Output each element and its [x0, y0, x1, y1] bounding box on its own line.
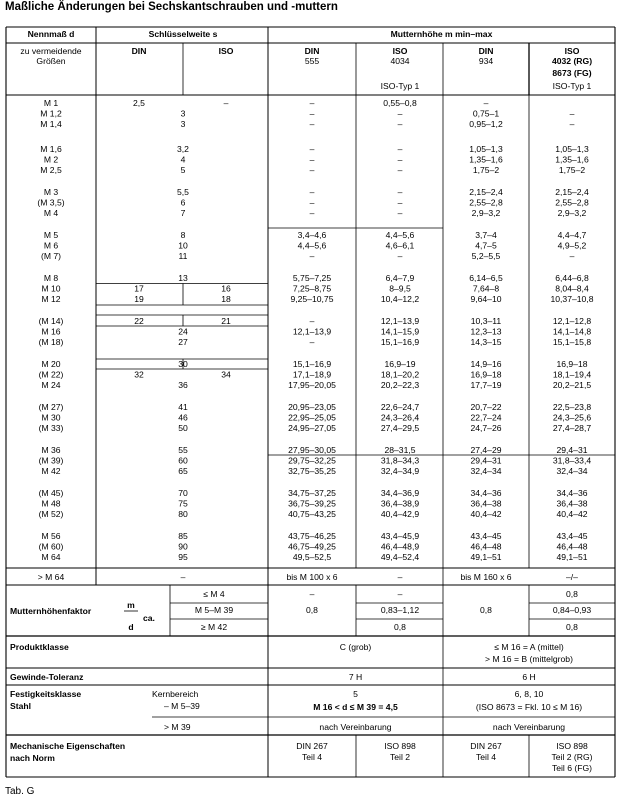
- table-row-s: 36: [178, 380, 188, 391]
- table-row-s-din: 32: [134, 369, 144, 380]
- festigkeit-label: Stahl: [10, 701, 32, 711]
- table-row-iso4032: 32,4–34: [556, 466, 588, 477]
- table-row-d: (M 33): [38, 423, 64, 434]
- table-row-d: M 30: [41, 412, 61, 423]
- festigkeit-label: Festigkeitsklasse: [10, 689, 82, 699]
- table-row-d: M 42: [41, 466, 61, 477]
- table-row-d: (M 45): [38, 488, 64, 498]
- table-row-din555: 29,75–32,25: [288, 455, 336, 466]
- table-row-iso4034: –: [397, 187, 403, 197]
- table-row-din555: 3,4–4,6: [297, 230, 327, 240]
- table-row-iso4032: 15,1–15,8: [552, 337, 592, 348]
- table-row-iso4032: 40,4–42: [556, 509, 588, 520]
- table-row-iso4034: –: [397, 197, 403, 208]
- table-row-s: 5: [180, 165, 186, 176]
- table-row-d: M 1,6: [40, 144, 62, 154]
- table-row-iso4032: 4,9–5,2: [557, 240, 587, 251]
- festigkeit-iso: (ISO 8673 = Fkl. 10 ≤ M 16): [475, 702, 583, 712]
- table-row-iso4034: 0,55–0,8: [383, 98, 417, 108]
- table-row-din555: 49,5–52,5: [292, 552, 332, 563]
- faktor-m: m: [127, 600, 135, 610]
- table-row-s-iso: 34: [221, 369, 231, 380]
- faktor-iso4032: 0,84–0,93: [552, 605, 592, 615]
- festigkeit-kern: – M 5–39: [164, 701, 200, 711]
- mech-iso4032: ISO 898: [556, 741, 588, 751]
- gewinde-iso: 6 H: [522, 672, 536, 682]
- table-row-iso4034: 28–31,5: [384, 445, 416, 455]
- table-row-din934: 14,9–16: [470, 359, 502, 369]
- table-row-din555: –: [309, 108, 315, 119]
- table-row-iso4034: –: [397, 154, 403, 165]
- table-row-iso4032: 1,35–1,6: [555, 154, 589, 165]
- table-row-din934: 0,95–1,2: [469, 119, 503, 130]
- table-row-din555: 12,1–13,9: [292, 326, 332, 337]
- header-iso-4032: ISO-Typ 1: [552, 81, 592, 91]
- table-row-din934: 40,4–42: [470, 509, 502, 520]
- table-row-iso4032: 10,37–10,8: [550, 294, 594, 305]
- table-row-d: (M 60): [38, 541, 64, 552]
- table-row-din934: 12,3–13: [470, 326, 502, 337]
- table-row-iso4034: –: [397, 208, 403, 219]
- gewinde-din: 7 H: [348, 672, 363, 682]
- table-row-d: M 4: [43, 208, 59, 219]
- table-row-d: M 12: [41, 294, 61, 305]
- table-row-din934: 1,05–1,3: [469, 144, 503, 154]
- table-row-din934: 34,4–36: [470, 488, 502, 498]
- table-row-d: (M 14): [38, 316, 64, 326]
- table-row-iso4034: 20,2–22,3: [380, 380, 420, 391]
- table-row-din555: 32,75–35,25: [288, 466, 336, 477]
- table-row-s: 11: [178, 251, 188, 262]
- table-row-din555: 36,75–39,25: [288, 498, 336, 509]
- table-row-d: M 16: [41, 326, 61, 337]
- table-row-din555: –: [309, 208, 315, 219]
- table-row-iso4034: 49,4–52,4: [380, 552, 420, 563]
- table-row-iso4032: 8,04–8,4: [555, 283, 589, 294]
- faktor-iso4034: 0,83–1,12: [380, 605, 420, 615]
- table-row-s: 50: [178, 423, 188, 434]
- table-row-din555: –: [309, 154, 315, 165]
- table-row-s: 13: [178, 273, 188, 283]
- mech-iso4032: Teil 2 (RG): [551, 752, 593, 762]
- mech-din555: DIN 267: [296, 741, 328, 751]
- mech-din934: DIN 267: [470, 741, 502, 751]
- table-row-din934: 10,3–11: [470, 316, 502, 326]
- table-row-d: (M 52): [38, 509, 64, 520]
- header-iso-4034: ISO-Typ 1: [380, 81, 420, 91]
- table-row-din555: 46,75–49,25: [288, 541, 336, 552]
- table-row-d: M 56: [41, 531, 61, 541]
- table-row-din934: 22,7–24: [470, 412, 502, 423]
- table-row-iso4032: 46,4–48: [556, 541, 588, 552]
- table-row-iso4034: –: [397, 108, 403, 119]
- mech-iso4034: ISO 898: [384, 741, 416, 751]
- table-row-din934: 27,4–29: [470, 445, 502, 455]
- header-mutternhoehe: Mutternhöhe m min–max: [390, 29, 493, 39]
- table-row-d: M 2: [43, 154, 59, 165]
- festigkeit-din: M 16 < d ≤ M 39 = 4,5: [313, 702, 398, 712]
- table-row-iso4034: 10,4–12,2: [380, 294, 420, 305]
- festigkeit-iso: 6, 8, 10: [514, 689, 544, 699]
- table-row-iso4032: 16,9–18: [556, 359, 588, 369]
- table-row-s-din: 2,5: [133, 98, 145, 108]
- mech-iso4034: Teil 2: [389, 752, 411, 762]
- table-row-din934: 1,75–2: [472, 165, 500, 176]
- table-row-iso4034: 40,4–42,9: [380, 509, 420, 520]
- table-row-iso4034: 14,1–15,9: [380, 326, 420, 337]
- table-row-d: (M 39): [38, 455, 64, 466]
- table-row-d: (M 3,5): [37, 197, 65, 208]
- table-row-d: (M 22): [38, 369, 64, 380]
- table-row-s: 24: [178, 326, 188, 337]
- table-row-s: 90: [178, 541, 188, 552]
- mech-din934: Teil 4: [475, 752, 497, 762]
- table-row-din555: 27,95–30,05: [288, 445, 336, 455]
- table-row-din934: –: [483, 98, 489, 108]
- table-row-din555: –: [309, 251, 315, 262]
- produkt-iso: ≤ M 16 = A (mittel): [494, 642, 564, 652]
- mech-label: Mechanische Eigenschaften: [10, 741, 126, 751]
- row-gt-m64: –/–: [566, 572, 578, 582]
- table-row-s: 10: [178, 240, 188, 251]
- table-row-din555: 40,75–43,25: [288, 509, 336, 520]
- table-row-s: 41: [178, 402, 188, 412]
- header-iso-4032: ISO: [564, 46, 580, 56]
- table-row-din555: 34,75–37,25: [288, 488, 336, 498]
- table-row-din934: 16,9–18: [470, 369, 502, 380]
- table-row-s: 30: [178, 359, 188, 369]
- table-row-din555: –: [309, 316, 315, 326]
- festigkeit-gt39: > M 39: [164, 722, 191, 732]
- festigkeit-din: 5: [353, 689, 358, 699]
- table-row-s-din: 17: [134, 283, 144, 294]
- table-row-din934: 5,2–5,5: [471, 251, 501, 262]
- table-row-din934: 46,4–48: [470, 541, 502, 552]
- table-row-s: 7: [180, 208, 186, 219]
- table-row-s: 70: [178, 488, 188, 498]
- table-row-iso4032: –: [569, 119, 575, 130]
- faktor-range: ≥ M 42: [200, 622, 228, 632]
- table-row-d: (M 18): [38, 337, 64, 348]
- faktor-din934: 0,8: [480, 605, 492, 615]
- table-row-din934: 24,7–26: [470, 423, 502, 434]
- table-row-d: M 64: [41, 552, 61, 563]
- header-din-555: DIN: [304, 46, 320, 56]
- table-row-iso4034: 6,4–7,9: [385, 273, 415, 283]
- festigkeit-nach: nach Vereinbarung: [319, 722, 392, 732]
- table-row-iso4032: 20,2–21,5: [552, 380, 592, 391]
- header-zu-vermeidende: zu vermeidende: [20, 46, 82, 56]
- festigkeit-nach: nach Vereinbarung: [492, 722, 566, 732]
- faktor-label: Mutternhöhenfaktor: [10, 606, 92, 616]
- table-row-d: M 1,2: [40, 108, 62, 119]
- table-row-din555: –: [309, 98, 315, 108]
- table-row-d: M 5: [43, 230, 59, 240]
- table-row-iso4032: 18,1–19,4: [552, 369, 592, 380]
- mech-iso4032: Teil 6 (FG): [551, 763, 593, 773]
- table-row-din555: –: [309, 187, 315, 197]
- table-row-din555: 9,25–10,75: [290, 294, 334, 305]
- header-din-934: DIN: [478, 46, 494, 56]
- row-gt-m64: –: [180, 572, 186, 582]
- faktor-iso4032: 0,8: [566, 589, 578, 599]
- faktor-d: d: [128, 622, 134, 632]
- table-row-din934: 36,4–38: [470, 498, 502, 509]
- table-row-d: M 8: [43, 273, 59, 283]
- table-row-iso4034: 8–9,5: [389, 283, 411, 294]
- table-row-iso4032: 22,5–23,8: [552, 402, 592, 412]
- table-row-s-iso: 18: [221, 294, 231, 305]
- table-row-din934: 14,3–15: [470, 337, 502, 348]
- table-row-d: M 3: [43, 187, 59, 197]
- header-din-555: 555: [304, 56, 320, 66]
- table-row-iso4034: 32,4–34,9: [380, 466, 420, 477]
- table-row-iso4032: 27,4–28,7: [552, 423, 592, 434]
- table-row-iso4034: 15,1–16,9: [380, 337, 420, 348]
- table-caption: Tab. G: [5, 786, 35, 797]
- table-row-s-iso: –: [223, 98, 229, 108]
- table-row-iso4034: 4,6–6,1: [385, 240, 415, 251]
- table-row-iso4034: 4,4–5,6: [385, 230, 415, 240]
- table-row-din555: –: [309, 337, 315, 348]
- table-row-d: M 36: [41, 445, 61, 455]
- table-row-iso4032: 24,3–25,6: [552, 412, 592, 423]
- table-row-d: M 1: [43, 98, 59, 108]
- table-row-iso4032: 1,05–1,3: [555, 144, 589, 154]
- header-iso-4032: 4032 (RG): [551, 56, 593, 66]
- table-row-s: 3,2: [177, 144, 189, 154]
- table-row-s: 8: [180, 230, 186, 240]
- table-row-iso4032: 12,1–12,8: [552, 316, 592, 326]
- mech-din555: Teil 4: [301, 752, 323, 762]
- table-row-s-iso: 21: [221, 316, 231, 326]
- table-row-din555: 17,1–18,9: [292, 369, 332, 380]
- table-row-din934: 43,4–45: [470, 531, 502, 541]
- faktor-iso4034: 0,8: [394, 622, 406, 632]
- table-row-d: M 1,4: [40, 119, 62, 130]
- table-row-iso4034: 31,8–34,3: [380, 455, 420, 466]
- table-row-iso4034: 22,6–24,7: [380, 402, 420, 412]
- table-row-din555: 20,95–23,05: [288, 402, 336, 412]
- table-row-s: 5,5: [177, 187, 189, 197]
- table-row-din555: –: [309, 197, 315, 208]
- table-row-din555: –: [309, 165, 315, 176]
- table-row-din555: 4,4–5,6: [297, 240, 327, 251]
- table-row-d: M 10: [41, 283, 61, 294]
- table-row-din934: 1,35–1,6: [469, 154, 503, 165]
- header-zu-vermeidende: Größen: [36, 56, 66, 66]
- table-row-iso4032: 14,1–14,8: [552, 326, 592, 337]
- table-row-din934: 17,7–19: [470, 380, 502, 391]
- header-iso-4034: ISO: [392, 46, 408, 56]
- faktor-range: ≤ M 4: [203, 589, 225, 599]
- table-row-iso4032: 31,8–33,4: [552, 455, 592, 466]
- table-row-iso4032: 49,1–51: [556, 552, 588, 563]
- table-row-s: 80: [178, 509, 188, 520]
- table-row-iso4032: 29,4–31: [556, 445, 588, 455]
- header-iso: ISO: [218, 46, 234, 56]
- table-row-iso4032: 43,4–45: [556, 531, 588, 541]
- table-row-iso4032: –: [569, 108, 575, 119]
- table-row-d: (M 7): [40, 251, 62, 262]
- table-row-iso4034: –: [397, 165, 403, 176]
- table-row-din934: 49,1–51: [470, 552, 502, 563]
- table-row-s-iso: 16: [221, 283, 231, 294]
- faktor-iso4032: 0,8: [566, 622, 578, 632]
- table-row-din934: 0,75–1: [472, 108, 500, 119]
- table-row-s: 3: [180, 119, 186, 130]
- table-row-din934: 9,64–10: [470, 294, 502, 305]
- table-row-s: 65: [178, 466, 188, 477]
- table-row-s: 3: [180, 108, 186, 119]
- page-title: Maßliche Änderungen bei Sechskantschrauben und -muttern: [5, 1, 338, 13]
- produkt-iso: > M 16 = B (mittelgrob): [485, 654, 573, 664]
- row-gt-m64: > M 64: [37, 572, 65, 582]
- table-row-din934: 3,7–4: [475, 230, 497, 240]
- table-row-s: 55: [178, 445, 188, 455]
- table-row-s: 27: [178, 337, 188, 348]
- table-row-d: M 20: [41, 359, 61, 369]
- table-row-din555: 43,75–46,25: [288, 531, 336, 541]
- table-row-s: 95: [178, 552, 188, 563]
- table-row-iso4034: 24,3–26,4: [380, 412, 420, 423]
- table-row-din555: 5,75–7,25: [292, 273, 332, 283]
- table-row-iso4034: 36,4–38,9: [380, 498, 420, 509]
- header-din-934: 934: [478, 56, 494, 66]
- table-row-s: 4: [180, 154, 186, 165]
- table-row-iso4032: 1,75–2: [558, 165, 586, 176]
- table-row-iso4032: 4,4–4,7: [557, 230, 587, 240]
- table-row-din555: 17,95–20,05: [288, 380, 336, 391]
- faktor-din555: 0,8: [306, 605, 318, 615]
- table-row-din934: 2,9–3,2: [471, 208, 501, 219]
- table-row-d: M 24: [41, 380, 61, 391]
- table-row-din934: 4,7–5: [475, 240, 497, 251]
- table-row-iso4032: 34,4–36: [556, 488, 588, 498]
- table-row-s: 85: [178, 531, 188, 541]
- table-row-iso4034: 43,4–45,9: [380, 531, 420, 541]
- table-row-iso4032: 2,55–2,8: [555, 197, 589, 208]
- table-row-din934: 6,14–6,5: [469, 273, 503, 283]
- table-row-iso4032: 36,4–38: [556, 498, 588, 509]
- table-row-iso4034: 34,4–36,9: [380, 488, 420, 498]
- table-row-d: M 6: [43, 240, 59, 251]
- table-row-din555: 24,95–27,05: [288, 423, 336, 434]
- festigkeit-kern: Kernbereich: [152, 689, 199, 699]
- faktor-din555: –: [309, 589, 315, 599]
- table-row-din555: 7,25–8,75: [292, 283, 332, 294]
- table-row-d: M 48: [41, 498, 61, 509]
- table-row-s-din: 22: [134, 316, 144, 326]
- table-row-din934: 32,4–34: [470, 466, 502, 477]
- table-row-d: (M 27): [38, 402, 64, 412]
- gewinde-label: Gewinde-Toleranz: [10, 672, 84, 682]
- table-row-din555: –: [309, 144, 315, 154]
- table-row-din934: 29,4–31: [470, 455, 502, 466]
- table-row-d: M 2,5: [40, 165, 62, 176]
- header-schluesselweite: Schlüsselweite s: [148, 29, 218, 39]
- table-row-din934: 2,55–2,8: [469, 197, 503, 208]
- table-row-iso4032: 2,9–3,2: [557, 208, 587, 219]
- mech-label: nach Norm: [10, 753, 55, 763]
- table-row-iso4034: 12,1–13,9: [380, 316, 420, 326]
- table-row-din555: 22,95–25,05: [288, 412, 336, 423]
- header-iso-4032: 8673 (FG): [552, 68, 592, 78]
- row-gt-m64: bis M 160 x 6: [460, 572, 512, 582]
- table-row-iso4032: 6,44–6,8: [555, 273, 589, 283]
- header-din: DIN: [131, 46, 147, 56]
- table-row-iso4034: –: [397, 144, 403, 154]
- table-row-s: 60: [178, 455, 188, 466]
- header-iso-4034: 4034: [390, 56, 410, 66]
- header-nennmass: Nennmaß d: [27, 29, 75, 39]
- produkt-din: C (grob): [339, 642, 372, 652]
- table-row-din555: –: [309, 119, 315, 130]
- table-row-iso4034: 16,9–19: [384, 359, 416, 369]
- faktor-iso4034: –: [397, 589, 403, 599]
- table-row-din934: 2,15–2,4: [469, 187, 503, 197]
- table-row-s-din: 19: [134, 294, 144, 305]
- table-row-iso4034: 27,4–29,5: [380, 423, 420, 434]
- table-row-iso4034: –: [397, 119, 403, 130]
- table-row-din934: 20,7–22: [470, 402, 502, 412]
- produkt-label: Produktklasse: [10, 642, 69, 652]
- row-gt-m64: –: [397, 572, 403, 582]
- faktor-range: M 5–M 39: [194, 605, 234, 615]
- table-row-iso4034: 18,1–20,2: [380, 369, 420, 380]
- faktor-ca: ca.: [143, 613, 155, 623]
- table-row-s: 75: [178, 498, 188, 509]
- table-row-s: 6: [180, 197, 186, 208]
- table-row-s: 46: [178, 412, 188, 423]
- table-row-din555: 15,1–16,9: [292, 359, 332, 369]
- table-row-iso4034: –: [397, 251, 403, 262]
- table-row-din934: 7,64–8: [472, 283, 500, 294]
- table-row-iso4032: 2,15–2,4: [555, 187, 589, 197]
- table-row-iso4032: –: [569, 251, 575, 262]
- row-gt-m64: bis M 100 x 6: [286, 572, 338, 582]
- table-row-iso4034: 46,4–48,9: [380, 541, 420, 552]
